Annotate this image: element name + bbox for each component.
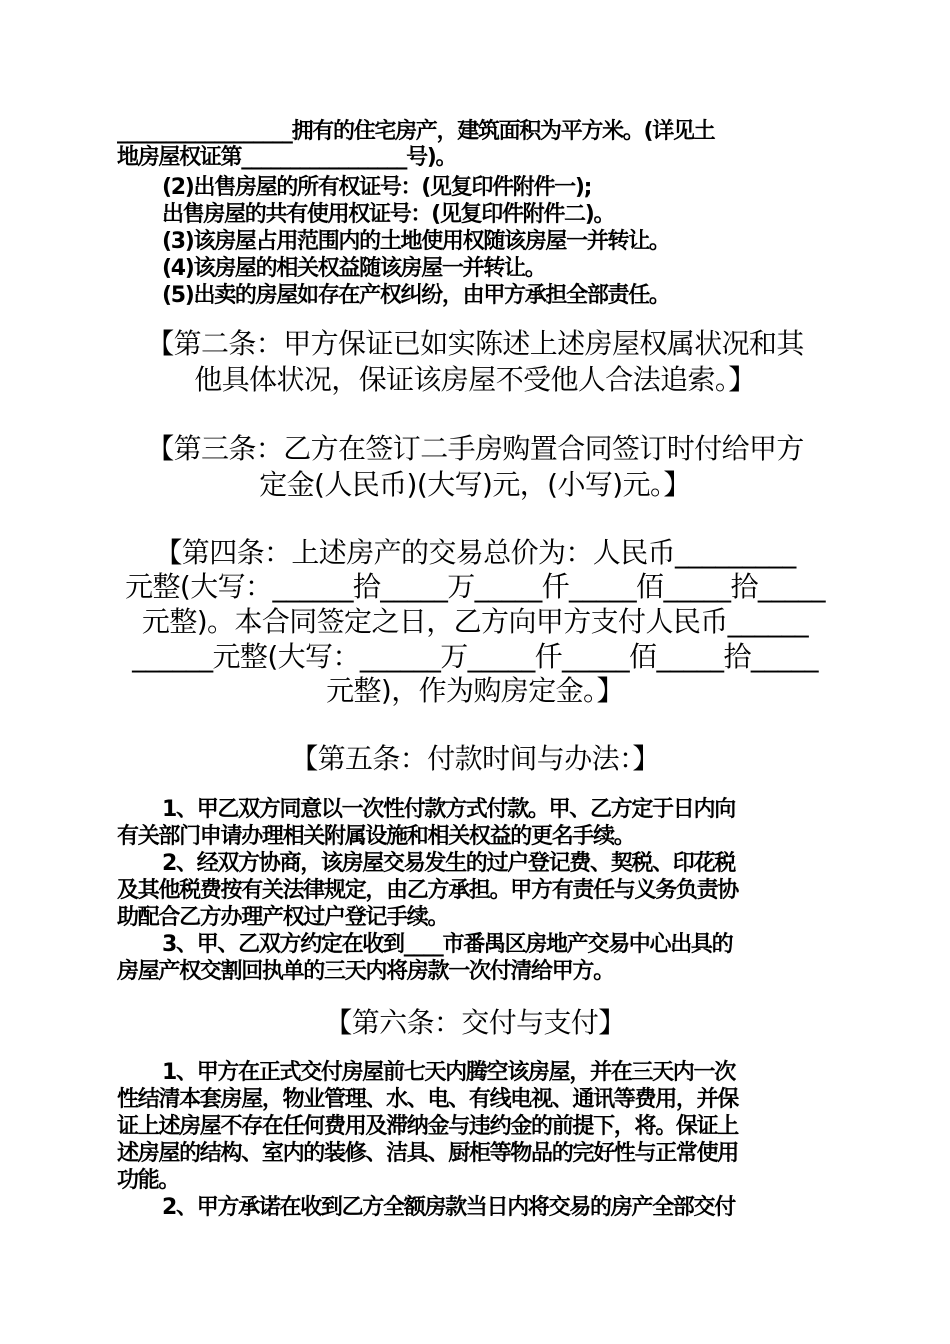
- article4-line-3: 元整)。本合同签定之日，乙方向甲方支付人民币______: [141, 605, 809, 638]
- article5-line-7: 房屋产权交割回执单的三天内将房款一次付清给甲方。: [117, 959, 614, 984]
- article6-heading: 【第六条：交付与支付】: [324, 1006, 626, 1039]
- article3-line-1: 【第三条：乙方在签订二手房购置合同签订时付给甲方: [146, 432, 804, 465]
- intro-line-2: 地房屋权证第_________________号)。: [117, 145, 457, 170]
- article6-line-3: 证上述房屋不存在任何费用及滞纳金与违约金的前提下，将。保证上: [117, 1114, 739, 1139]
- article4-line-2: 元整(大写：______拾_____万_____仟_____佰_____拾_____: [125, 570, 825, 603]
- article5-line-6: 3、甲、乙双方约定在收到____市番禺区房地产交易中心出具的: [162, 932, 733, 957]
- intro-line-6: (4)该房屋的相关权益随该房屋一并转让。: [162, 256, 546, 281]
- article4-line-4: ______元整(大写：______万_____仟_____佰_____拾_____: [132, 640, 818, 673]
- article5-heading: 【第五条：付款时间与办法：】: [290, 742, 660, 775]
- article2-line-2: 他具体状况，保证该房屋不受他人合法追索。】: [194, 363, 756, 396]
- article5-line-1: 1、甲乙双方同意以一次性付款方式付款。甲、乙方定于日内向: [162, 797, 735, 822]
- article5-line-3: 2、经双方协商，该房屋交易发生的过户登记费、契税、印花税: [162, 851, 735, 876]
- intro-line-3: (2)出售房屋的所有权证号：(见复印件附件一);: [162, 175, 592, 200]
- intro-line-5: (3)该房屋占用范围内的土地使用权随该房屋一并转让。: [162, 229, 670, 254]
- article6-line-1: 1、甲方在正式交付房屋前七天内腾空该房屋，并在三天内一次: [162, 1060, 735, 1085]
- article3-line-2: 定金(人民币)(大写)元，(小写)元。】: [259, 468, 691, 501]
- article4-line-1: 【第四条：上述房产的交易总价为：人民币_________: [154, 536, 796, 569]
- intro-line-7: (5)出卖的房屋如存在产权纠纷，由甲方承担全部责任。: [162, 283, 670, 308]
- article4-line-5: 元整)，作为购房定金。】: [326, 674, 624, 707]
- article2-line-1: 【第二条：甲方保证已如实陈述上述房屋权属状况和其: [146, 327, 804, 360]
- article5-line-2: 有关部门申请办理相关附属设施和相关权益的更名手续。: [117, 824, 635, 849]
- article6-line-4: 述房屋的结构、室内的装修、洁具、厨柜等物品的完好性与正常使用: [117, 1141, 739, 1166]
- article6-line-5: 功能。: [117, 1168, 180, 1193]
- article5-line-5: 助配合乙方办理产权过户登记手续。: [117, 905, 449, 930]
- article6-line-6: 2、甲方承诺在收到乙方全额房款当日内将交易的房产全部交付: [162, 1195, 735, 1220]
- article6-line-2: 性结清本套房屋，物业管理、水、电、有线电视、通讯等费用，并保: [117, 1087, 739, 1112]
- intro-line-4: 出售房屋的共有使用权证号：(见复印件附件二)。: [162, 202, 615, 227]
- intro-line-1: __________________拥有的住宅房产，建筑面积为平方米。(详见土: [117, 119, 715, 144]
- article5-line-4: 及其他税费按有关法律规定，由乙方承担。甲方有责任与义务负责协: [117, 878, 739, 903]
